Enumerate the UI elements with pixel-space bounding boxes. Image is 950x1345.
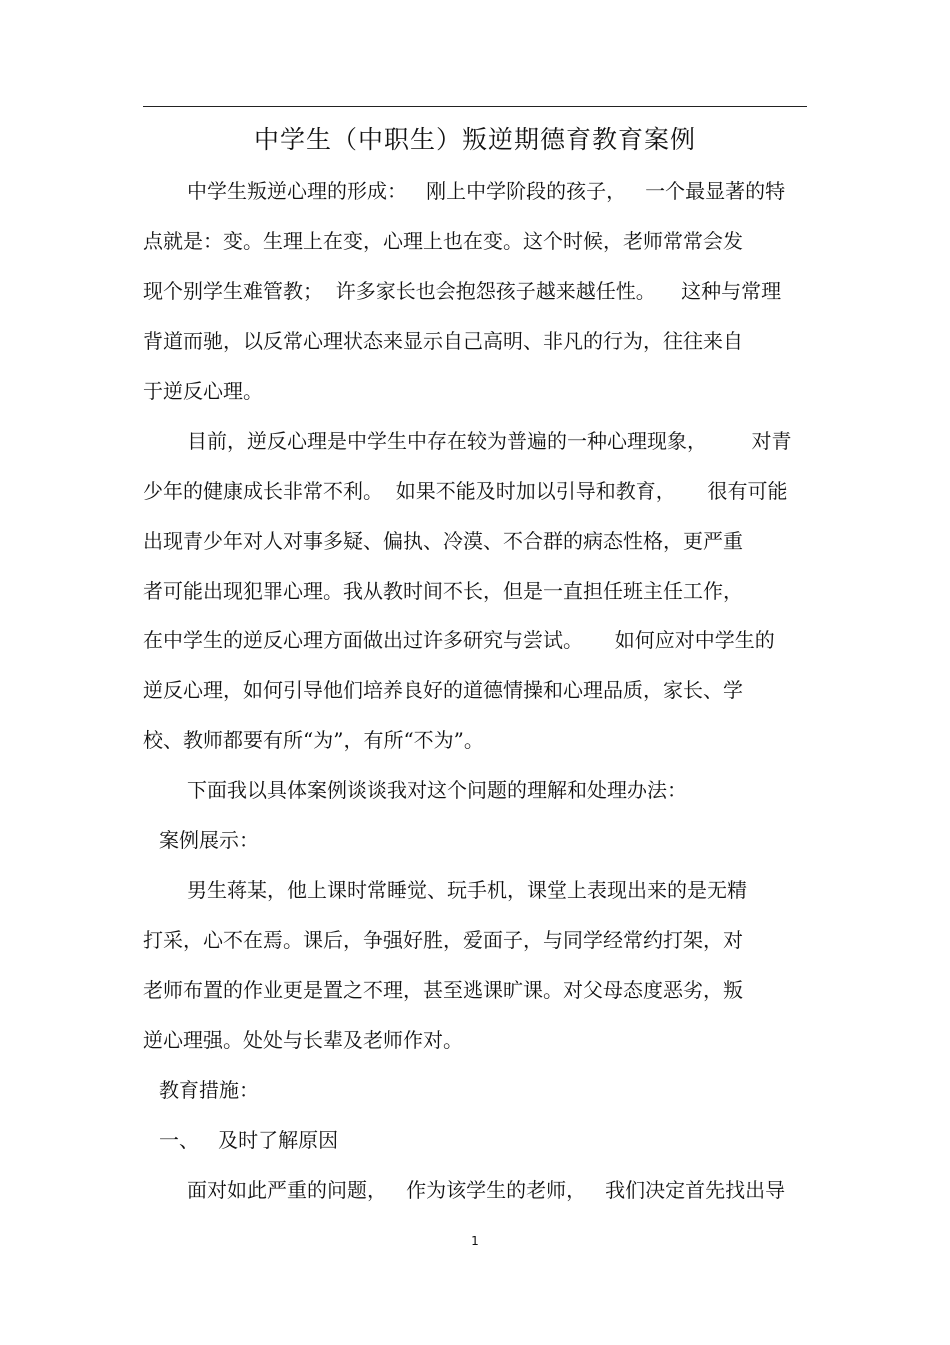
- paragraph-line: 下面我以具体案例谈谈我对这个问题的理解和处理办法：: [187, 778, 687, 802]
- section-heading: 教育措施：: [159, 1078, 259, 1102]
- paragraph-line: 校、教师都要有所“为”，有所“不为”。: [143, 728, 484, 752]
- document-title: 中学生（中职生）叛逆期德育教育案例: [253, 125, 696, 154]
- paragraph-line: 逆心理强。处处与长辈及老师作对。: [143, 1028, 463, 1052]
- page-number: 1: [471, 1234, 479, 1248]
- paragraph-line: 打采，心不在焉。课后，争强好胜，爱面子，与同学经常约打架，对: [143, 928, 743, 952]
- paragraph-line: 面对如此严重的问题， 作为该学生的老师， 我们决定首先找出导: [187, 1178, 786, 1202]
- paragraph-line: 目前，逆反心理是中学生中存在较为普遍的一种心理现象， 对青: [187, 429, 792, 453]
- paragraph-line: 老师布置的作业更是置之不理，甚至逃课旷课。对父母态度恶劣，叛: [143, 978, 743, 1002]
- subsection-heading: 一、 及时了解原因: [159, 1128, 339, 1152]
- paragraph-line: 少年的健康成长非常不利。 如果不能及时加以引导和教育， 很有可能: [143, 479, 788, 503]
- section-heading: 案例展示：: [159, 828, 259, 852]
- paragraph-line: 在中学生的逆反心理方面做出过许多研究与尝试。 如何应对中学生的: [143, 628, 775, 652]
- paragraph-line: 现个别学生难管教； 许多家长也会抱怨孩子越来越任性。 这种与常理: [143, 279, 782, 303]
- paragraph-line: 者可能出现犯罪心理。我从教时间不长，但是一直担任班主任工作，: [143, 579, 743, 603]
- paragraph-line: 中学生叛逆心理的形成： 刚上中学阶段的孩子， 一个最显著的特: [187, 179, 786, 203]
- header-rule: [143, 106, 807, 107]
- paragraph-line: 逆反心理，如何引导他们培养良好的道德情操和心理品质，家长、学: [143, 678, 743, 702]
- paragraph-line: 点就是：变。生理上在变，心理上也在变。这个时候，老师常常会发: [143, 229, 743, 253]
- paragraph-line: 出现青少年对人对事多疑、偏执、冷漠、不合群的病态性格，更严重: [143, 529, 743, 553]
- paragraph-line: 男生蒋某，他上课时常睡觉、玩手机，课堂上表现出来的是无精: [187, 878, 747, 902]
- paragraph-line: 背道而驰，以反常心理状态来显示自己高明、非凡的行为，往往来自: [143, 329, 743, 353]
- paragraph-line: 于逆反心理。: [143, 379, 263, 403]
